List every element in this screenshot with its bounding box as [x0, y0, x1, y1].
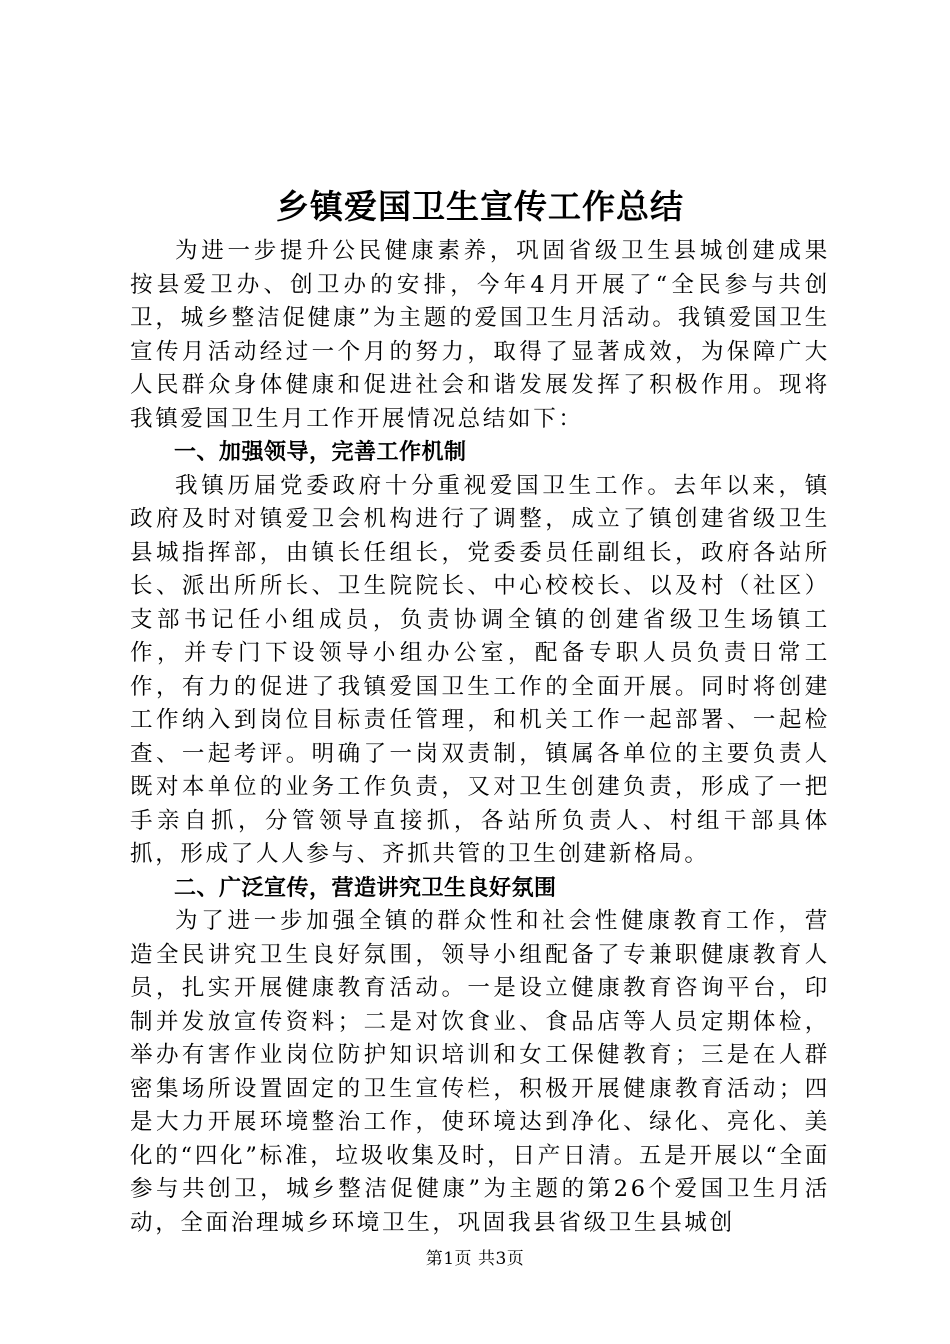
intro-paragraph: 为进一步提升公民健康素养，巩固省级卫生县城创建成果按县爱卫办、创卫办的安排，今年4月开展了“全民参与共创卫，城乡整洁促健康”为主题的爱国卫生月活动。我镇爱国卫生宣传月活动经过一个月的努力，取得了显著成效，为保障广大人民群众身体健康和促进社会和谐发展发挥了积极作用。现将我镇爱国卫生月工作开展情况总结如下：: [130, 238, 830, 432]
document-title: 乡镇爱国卫生宣传工作总结: [276, 187, 684, 226]
section-heading-2: 二、广泛宣传，营造讲究卫生良好氛围: [174, 875, 557, 901]
document-body: [130, 185, 830, 1240]
section-2-paragraph: 为了进一步加强全镇的群众性和社会性健康教育工作，营造全民讲究卫生良好氛围，领导小组配备了专兼职健康教育人员，扎实开展健康教育活动。一是设立健康教育咨询平台，印制并发放宣传资料；二是对饮食业、食品店等人员定期体检，举办有害作业岗位防护知识培训和女工保健教育；三是在人群密集场所设置固定的卫生宣传栏，积极开展健康教育活动；四是大力开展环境整治工作，使环境达到净化、绿化、亮化、美化的“四化”标准，垃圾收集及时，日产日清。五是开展以“全面参与共创卫，城乡整洁促健康”为主题的第26个爱国卫生月活动，全面治理城乡环境卫生，巩固我县省级卫生县城创: [130, 908, 830, 1236]
section-heading-1: 一、加强领导，完善工作机制: [174, 440, 467, 465]
section-1-paragraph: 我镇历届党委政府十分重视爱国卫生工作。去年以来，镇政府及时对镇爱卫会机构进行了调整，成立了镇创建省级卫生县城指挥部，由镇长任组长，党委委员任副组长，政府各站所长、派出所所长、卫生院院长、中心校校长、以及村（社区）支部书记任小组成员，负责协调全镇的创建省级卫生场镇工作，并专门下设领导小组办公室，配备专职人员负责日常工作，有力的促进了我镇爱国卫生工作的全面开展。同时将创建工作纳入到岗位目标责任管理，和机关工作一起部署、一起检查、一起考评。明确了一岗双责制，镇属各单位的主要负责人既对本单位的业务工作负责，又对卫生创建负责，形成了一把手亲自抓，分管领导直接抓，各站所负责人、村组干部具体抓，形成了人人参与、齐抓共管的卫生创建新格局。: [130, 472, 830, 867]
page-number-footer: 第1页 共3页: [425, 1249, 525, 1269]
